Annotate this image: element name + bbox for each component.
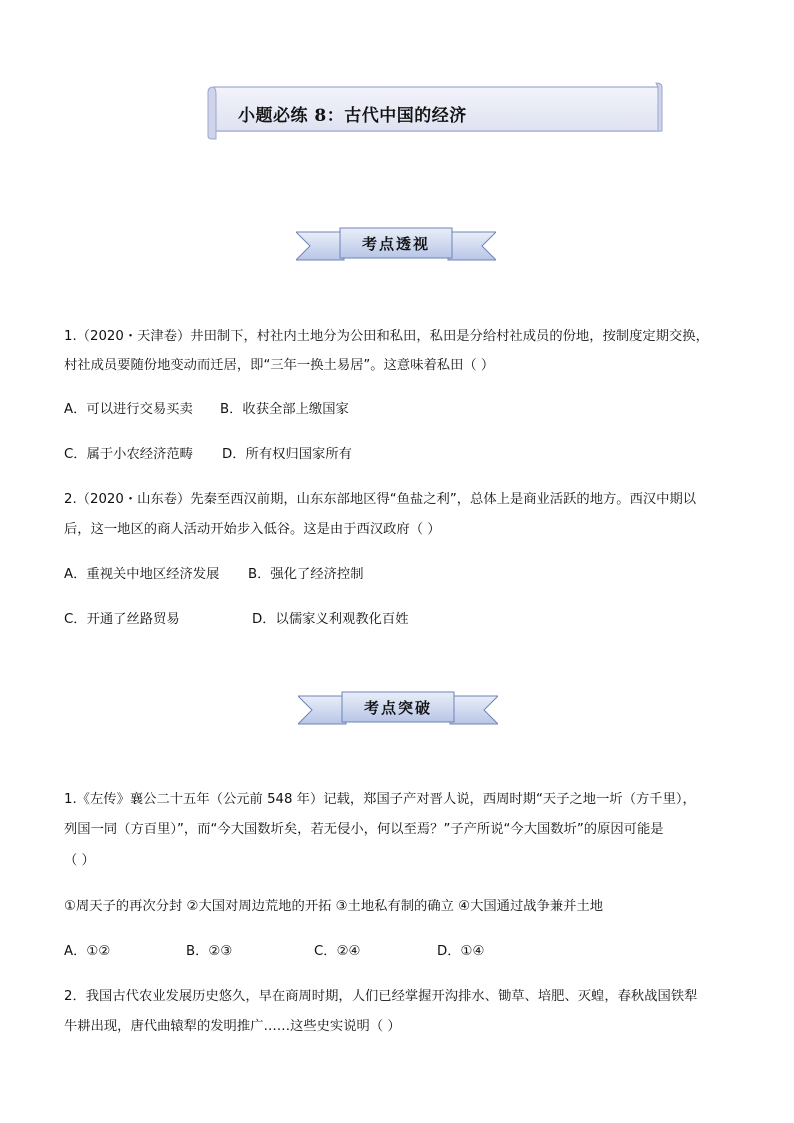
question-text: 2．我国古代农业发展历史悠久，早在商周时期，人们已经掌握开沟排水、锄草、培肥、灭蝗，春秋战国铁犁	[64, 989, 698, 1004]
option-d: D．①④	[437, 944, 485, 959]
question-text: 列国一同（方百里）”，而“今大国数圻矣，若无侵小，何以至焉？”子产所说“今大国数圻”的原因可能是	[64, 822, 664, 837]
question-text: 牛耕出现，唐代曲辕犁的发明推广……这些史实说明（ ）	[64, 1019, 401, 1034]
option-a: A．①②	[64, 944, 111, 959]
option-d: D．所有权归国家所有	[222, 447, 352, 462]
option-c: C．②④	[314, 944, 361, 959]
question-text: （ ）	[64, 853, 95, 868]
question-text: 2.（2020・山东卷）先秦至西汉前期，山东东部地区得“鱼盐之利”，总体上是商业活跃的地方。西汉中期以	[64, 492, 697, 507]
option-b: B．②③	[186, 944, 233, 959]
question-text: 村社成员要随份地变动而迁居，即“三年一换土易居”。这意味着私田（ ）	[64, 358, 495, 373]
option-b: B．收获全部上缴国家	[220, 402, 349, 417]
option-c: C．开通了丝路贸易	[64, 612, 180, 627]
statement-list: ①周天子的再次分封 ②大国对周边荒地的开拓 ③土地私有制的确立 ④大国通过战争兼并土地	[64, 899, 604, 914]
option-a: A．可以进行交易买卖	[64, 402, 193, 417]
option-c: C．属于小农经济范畴	[64, 447, 193, 462]
question-text: 1.（2020・天津卷）井田制下，村社内土地分为公田和私田，私田是分给村社成员的份地，按制度定期交换，	[64, 329, 709, 344]
section-banner-title: 考点透视	[361, 235, 430, 253]
section-banner-title: 考点突破	[363, 699, 432, 717]
option-b: B．强化了经济控制	[248, 567, 364, 582]
question-text: 1.《左传》襄公二十五年（公元前 548 年）记载，郑国子产对晋人说，西周时期“天子之地一圻（方千里），	[64, 792, 696, 807]
question-text: 后，这一地区的商人活动开始步入低谷。这是由于西汉政府（ ）	[64, 522, 441, 537]
option-a: A．重视关中地区经济发展	[64, 567, 220, 582]
page-title: 小题必练 8：古代中国的经济	[238, 106, 467, 126]
option-d: D．以儒家义利观教化百姓	[252, 612, 409, 627]
